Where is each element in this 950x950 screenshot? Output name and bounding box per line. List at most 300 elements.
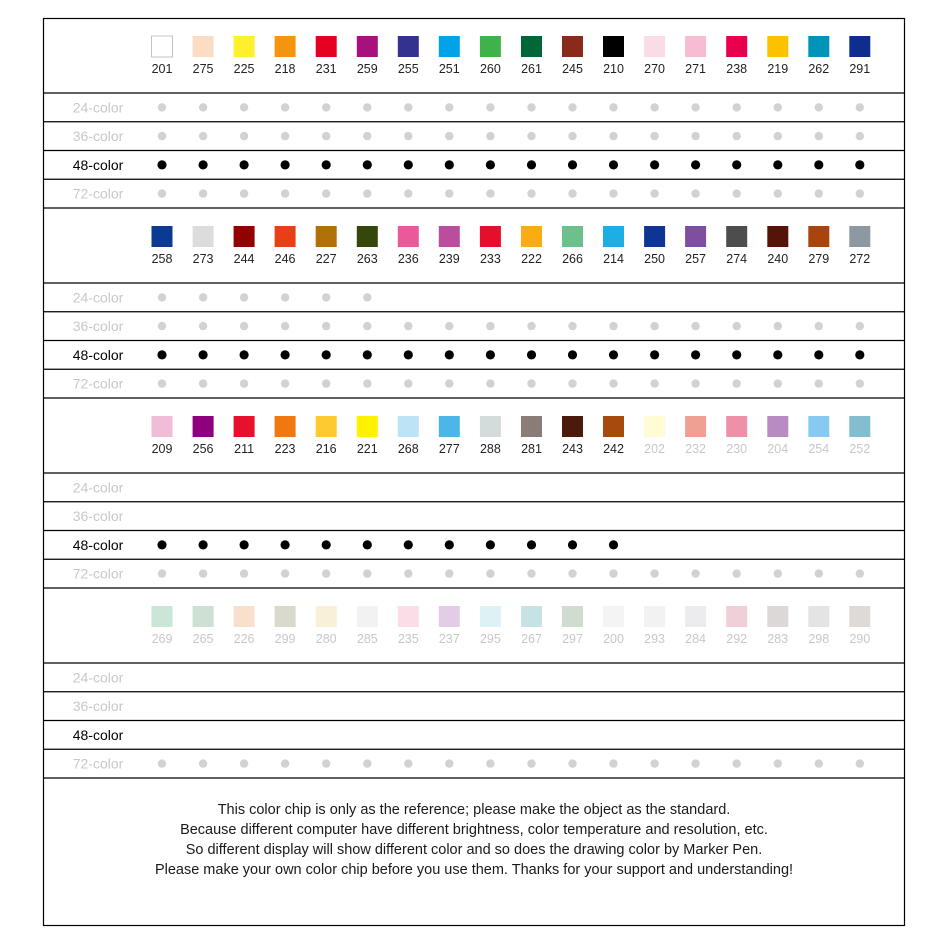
inclusion-dot [240,189,248,197]
chip-code: 257 [685,252,707,266]
inclusion-dot [158,569,166,577]
inclusion-dot [404,350,413,359]
inclusion-dot [281,540,290,549]
chip-code: 239 [438,252,460,266]
color-swatch [152,606,173,627]
color-swatch [644,226,665,247]
color-swatch [685,226,706,247]
color-swatch [480,416,501,437]
inclusion-dot [486,132,494,140]
color-swatch [275,606,296,627]
set-row-label: 24-color [72,99,124,116]
inclusion-dot [815,103,823,111]
inclusion-dot [568,759,576,767]
chip-code: 210 [603,62,624,76]
color-swatch [726,606,747,627]
color-swatch [767,606,788,627]
inclusion-dot [856,189,864,197]
chip-code: 263 [356,252,378,266]
inclusion-dot [774,103,782,111]
inclusion-dot [650,569,658,577]
inclusion-dot [774,322,782,330]
inclusion-dot [815,322,823,330]
color-swatch [275,36,296,57]
inclusion-dot [568,379,576,387]
color-swatch [767,36,788,57]
disclaimer-note [43,800,905,880]
color-swatch [521,606,542,627]
inclusion-dot [445,379,453,387]
color-swatch [849,36,870,57]
inclusion-dot [527,103,535,111]
set-row-label: 48-color [72,156,124,173]
inclusion-dot [199,540,208,549]
inclusion-dot [568,160,577,169]
inclusion-dot [322,569,330,577]
set-row-label: 36-color [72,508,124,525]
inclusion-dot [158,759,166,767]
color-swatch [357,226,378,247]
inclusion-dot [609,379,617,387]
color-swatch [152,36,173,57]
color-swatch [521,416,542,437]
inclusion-dot [774,379,782,387]
inclusion-dot [445,540,454,549]
chip-code: 243 [562,442,583,456]
chip-code: 204 [767,442,789,456]
inclusion-dot [650,379,658,387]
inclusion-dot [773,160,782,169]
color-swatch [808,416,829,437]
inclusion-dot [486,350,495,359]
chip-code: 252 [849,442,871,456]
inclusion-dot [322,540,331,549]
inclusion-dot [445,189,453,197]
inclusion-dot [650,322,658,330]
chip-code: 274 [726,252,748,266]
chip-code: 258 [151,252,173,266]
inclusion-dot [856,132,864,140]
inclusion-dot [856,569,864,577]
set-row-label: 36-color [72,318,124,335]
inclusion-dot [609,350,618,359]
inclusion-dot [486,569,494,577]
color-swatch [726,36,747,57]
color-swatch [398,416,419,437]
inclusion-dot [158,132,166,140]
chip-code: 202 [644,442,666,456]
inclusion-dot [157,160,166,169]
inclusion-dot [733,322,741,330]
chip-code: 218 [274,62,296,76]
inclusion-dot [404,759,412,767]
inclusion-dot [445,322,453,330]
inclusion-dot [609,160,618,169]
inclusion-dot [404,540,413,549]
color-swatch [439,36,460,57]
inclusion-dot [609,189,617,197]
chip-code: 293 [644,632,666,646]
color-swatch [603,226,624,247]
inclusion-dot [240,160,249,169]
inclusion-dot [733,379,741,387]
inclusion-dot [856,322,864,330]
color-swatch [685,606,706,627]
inclusion-dot [568,569,576,577]
inclusion-dot [691,322,699,330]
inclusion-dot [733,759,741,767]
inclusion-dot [609,132,617,140]
inclusion-dot [240,293,248,301]
inclusion-dot [609,322,617,330]
inclusion-dot [691,350,700,359]
inclusion-dot [404,189,412,197]
inclusion-dot [486,103,494,111]
inclusion-dot [363,759,371,767]
inclusion-dot [404,103,412,111]
inclusion-dot [157,350,166,359]
inclusion-dot [609,540,618,549]
inclusion-dot [281,759,289,767]
inclusion-dot [815,569,823,577]
inclusion-dot [732,350,741,359]
inclusion-dot [199,350,208,359]
chip-code: 225 [233,62,255,76]
chart-frame [44,19,905,926]
inclusion-dot [363,379,371,387]
inclusion-dot [199,189,207,197]
color-swatch [234,36,255,57]
inclusion-dot [240,379,248,387]
inclusion-dot [240,569,248,577]
inclusion-dot [691,189,699,197]
chip-code: 251 [438,62,460,76]
inclusion-dot [199,132,207,140]
chip-code: 245 [562,62,583,76]
color-swatch [357,606,378,627]
inclusion-dot [322,379,330,387]
inclusion-dot [445,759,453,767]
color-swatch [439,226,460,247]
inclusion-dot [609,569,617,577]
chip-code: 260 [479,62,501,76]
set-row-label: 72-color [72,375,124,392]
chip-code: 284 [685,632,707,646]
color-swatch [193,226,214,247]
chip-code: 271 [685,62,707,76]
chip-code: 295 [479,632,501,646]
chip-code: 279 [808,252,830,266]
inclusion-dot [650,350,659,359]
inclusion-dot [568,103,576,111]
set-row-label: 48-color [72,726,124,743]
set-row-label: 72-color [72,755,124,772]
inclusion-dot [240,350,249,359]
chip-code: 219 [767,62,789,76]
color-swatch [316,226,337,247]
inclusion-dot [199,379,207,387]
inclusion-dot [322,160,331,169]
color-swatch [726,226,747,247]
inclusion-dot [855,160,864,169]
inclusion-dot [691,160,700,169]
color-swatch [234,226,255,247]
inclusion-dot [527,189,535,197]
color-swatch [767,226,788,247]
inclusion-dot [158,189,166,197]
color-swatch [644,416,665,437]
inclusion-dot [363,569,371,577]
inclusion-dot [281,322,289,330]
chip-code: 261 [521,62,542,76]
inclusion-dot [486,540,495,549]
inclusion-dot [650,132,658,140]
chip-code: 255 [397,62,419,76]
inclusion-dot [527,350,536,359]
chip-code: 265 [192,632,214,646]
inclusion-dot [445,132,453,140]
inclusion-dot [281,189,289,197]
chip-code: 285 [356,632,378,646]
color-swatch [480,606,501,627]
chip-code: 232 [685,442,707,456]
inclusion-dot [240,540,249,549]
inclusion-dot [240,759,248,767]
inclusion-dot [527,160,536,169]
color-swatch [193,416,214,437]
inclusion-dot [774,132,782,140]
inclusion-dot [199,322,207,330]
color-swatch [685,416,706,437]
inclusion-dot [157,540,166,549]
set-row-label: 36-color [72,698,124,715]
chip-code: 223 [274,442,296,456]
inclusion-dot [404,569,412,577]
inclusion-dot [322,759,330,767]
inclusion-dot [527,379,535,387]
set-row-label: 48-color [72,346,124,363]
inclusion-dot [568,189,576,197]
inclusion-dot [733,132,741,140]
chip-code: 259 [356,62,378,76]
inclusion-dot [650,759,658,767]
chip-code: 283 [767,632,789,646]
color-swatch [685,36,706,57]
chip-code: 275 [192,62,214,76]
inclusion-dot [158,379,166,387]
color-swatch [439,416,460,437]
inclusion-dot [404,379,412,387]
inclusion-dot [815,759,823,767]
chip-code: 266 [562,252,583,266]
inclusion-dot [281,293,289,301]
inclusion-dot [527,132,535,140]
inclusion-dot [527,759,535,767]
inclusion-dot [281,379,289,387]
inclusion-dot [240,132,248,140]
inclusion-dot [322,132,330,140]
inclusion-dot [774,759,782,767]
chip-code: 214 [603,252,624,266]
inclusion-dot [158,293,166,301]
inclusion-dot [363,160,372,169]
inclusion-dot [815,379,823,387]
inclusion-dot [158,322,166,330]
inclusion-dot [527,540,536,549]
inclusion-dot [609,103,617,111]
chip-code: 297 [562,632,583,646]
inclusion-dot [774,189,782,197]
chip-code: 216 [315,442,337,456]
color-swatch [849,606,870,627]
color-swatch [808,36,829,57]
inclusion-dot [856,379,864,387]
chip-code: 201 [151,62,173,76]
inclusion-dot [281,160,290,169]
inclusion-dot [650,160,659,169]
inclusion-dot [814,160,823,169]
chip-code: 221 [356,442,378,456]
set-row-label: 24-color [72,669,124,686]
inclusion-dot [486,189,494,197]
inclusion-dot [445,160,454,169]
color-swatch [398,36,419,57]
chip-code: 240 [767,252,789,266]
inclusion-dot [322,322,330,330]
color-swatch [521,226,542,247]
set-row-label: 36-color [72,128,124,145]
chip-code: 298 [808,632,830,646]
color-swatch [726,416,747,437]
inclusion-dot [568,322,576,330]
chip-code: 280 [315,632,337,646]
inclusion-dot [568,132,576,140]
inclusion-dot [199,569,207,577]
chip-code: 233 [479,252,501,266]
color-swatch [603,606,624,627]
chip-code: 231 [315,62,337,76]
color-swatch [439,606,460,627]
chip-code: 273 [192,252,214,266]
inclusion-dot [733,189,741,197]
inclusion-dot [814,350,823,359]
chip-code: 262 [808,62,830,76]
chip-code: 222 [521,252,542,266]
color-swatch [152,416,173,437]
chip-code: 238 [726,62,748,76]
chip-code: 268 [397,442,419,456]
inclusion-dot [322,189,330,197]
color-swatch [152,226,173,247]
inclusion-dot [404,160,413,169]
chip-code: 288 [479,442,501,456]
color-swatch [603,36,624,57]
chip-code: 277 [438,442,460,456]
inclusion-dot [240,103,248,111]
inclusion-dot [281,103,289,111]
chip-code: 230 [726,442,748,456]
disclaimer-line-4: Please make your own color chip before you use them. Thanks for your support and understanding! [154,862,794,878]
disclaimer-line-2: Because different computer have different brightness, color temperature and resolution, etc. [180,822,768,838]
chip-code: 227 [315,252,337,266]
inclusion-dot [363,350,372,359]
color-swatch [357,36,378,57]
inclusion-dot [527,322,535,330]
inclusion-dot [691,132,699,140]
inclusion-dot [650,103,658,111]
chip-code: 270 [644,62,666,76]
set-row-label: 72-color [72,565,124,582]
inclusion-dot [445,569,453,577]
inclusion-dot [404,132,412,140]
color-swatch [234,606,255,627]
chip-code: 256 [192,442,214,456]
inclusion-dot [527,569,535,577]
chip-code: 226 [233,632,255,646]
color-swatch [316,416,337,437]
inclusion-dot [486,759,494,767]
color-swatch [398,606,419,627]
chip-code: 246 [274,252,296,266]
inclusion-dot [815,132,823,140]
chip-code: 281 [521,442,542,456]
disclaimer-line-1: This color chip is only as the reference; please make the object as the standard. [217,802,731,818]
chip-code: 272 [849,252,871,266]
inclusion-dot [486,322,494,330]
color-swatch [234,416,255,437]
color-swatch [193,36,214,57]
color-swatch [644,36,665,57]
chip-code: 291 [849,62,871,76]
color-swatch [808,226,829,247]
inclusion-dot [856,103,864,111]
inclusion-dot [199,759,207,767]
chip-code: 237 [438,632,460,646]
inclusion-dot [322,350,331,359]
chip-code: 244 [233,252,255,266]
set-row-label: 72-color [72,185,124,202]
inclusion-dot [774,569,782,577]
inclusion-dot [733,103,741,111]
inclusion-dot [281,350,290,359]
inclusion-dot [199,293,207,301]
inclusion-dot [322,293,330,301]
inclusion-dot [199,103,207,111]
color-swatch [480,226,501,247]
chip-code: 267 [521,632,542,646]
set-row-label: 48-color [72,536,124,553]
color-swatch [316,36,337,57]
color-swatch [275,416,296,437]
color-swatch [603,416,624,437]
inclusion-dot [486,379,494,387]
inclusion-dot [404,322,412,330]
inclusion-dot [732,160,741,169]
inclusion-dot [363,540,372,549]
inclusion-dot [486,160,495,169]
color-swatch [316,606,337,627]
color-swatch [849,416,870,437]
color-swatch [562,226,583,247]
inclusion-dot [158,103,166,111]
color-swatch [644,606,665,627]
disclaimer-line-3: So different display will show different color and so does the drawing color by Marker Pen. [185,842,763,858]
color-swatch [562,416,583,437]
inclusion-dot [363,189,371,197]
color-swatch [521,36,542,57]
inclusion-dot [568,350,577,359]
chip-code: 211 [234,442,255,456]
